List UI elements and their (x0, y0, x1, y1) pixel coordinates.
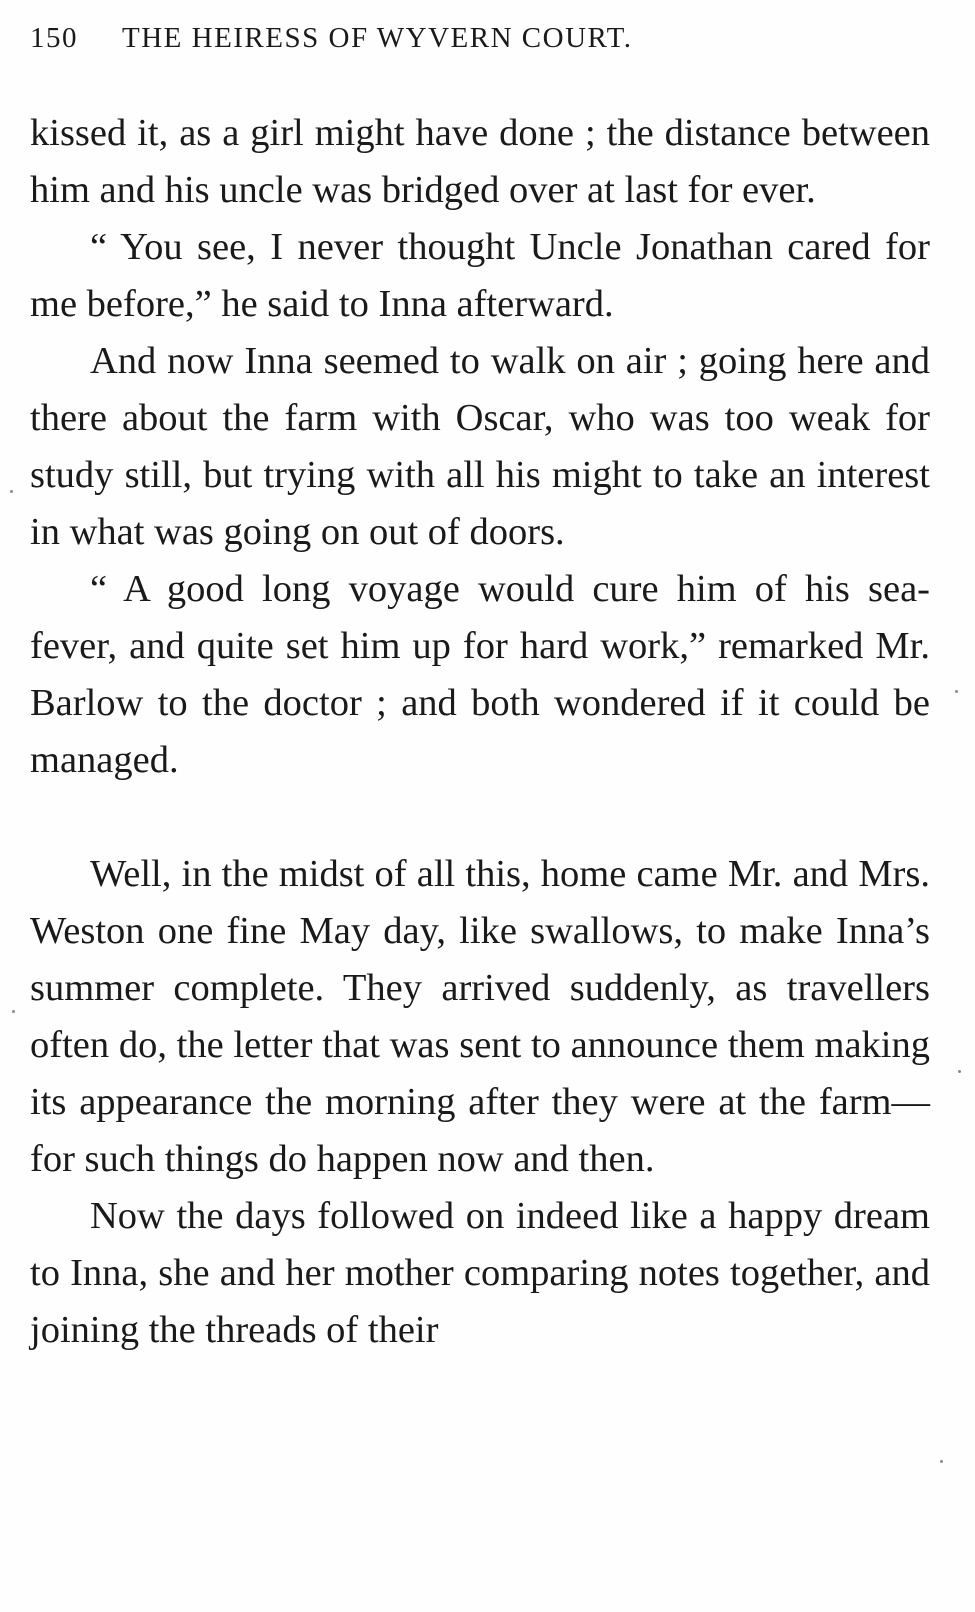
body-text (30, 105, 930, 1359)
paragraph: “ You see, I never thought Uncle Jonathan cared for me before,” he said to Inna afterward. (30, 226, 930, 325)
print-speck (940, 1460, 943, 1463)
running-header (30, 22, 930, 62)
page-number: 150 (30, 22, 78, 54)
paragraph: Well, in the midst of all this, home came Mr. and Mrs. Weston one fine May day, like swallows, to make Inna’s summer complete. They arrived suddenly, as travellers often do, the letter that was sent to announce them making its appearance the morning after they were at the farm—for such things do happen now and then. (30, 853, 930, 1180)
paragraph-continued: kissed it, as a girl might have done ; the distance between him and his uncle was bridged over at last for ever. (30, 112, 930, 211)
print-speck (10, 490, 13, 493)
print-speck (958, 1070, 961, 1073)
paragraph: “ A good long voyage would cure him of his sea-fever, and quite set him up for hard work,” remarked Mr. Barlow to the doctor ; and both wondered if it could be managed. (30, 568, 930, 781)
paragraph: And now Inna seemed to walk on air ; going here and there about the farm with Oscar, who was too weak for study still, but trying with all his might to take an interest in what was going on out of doors. (30, 340, 930, 553)
print-speck (955, 690, 958, 693)
paragraph: Now the days followed on indeed like a happy dream to Inna, she and her mother comparing notes together, and joining the threads of their (30, 1195, 930, 1351)
section-break (30, 789, 930, 846)
running-title: THE HEIRESS OF WYVERN COURT. (122, 22, 633, 54)
print-speck (12, 1010, 15, 1013)
